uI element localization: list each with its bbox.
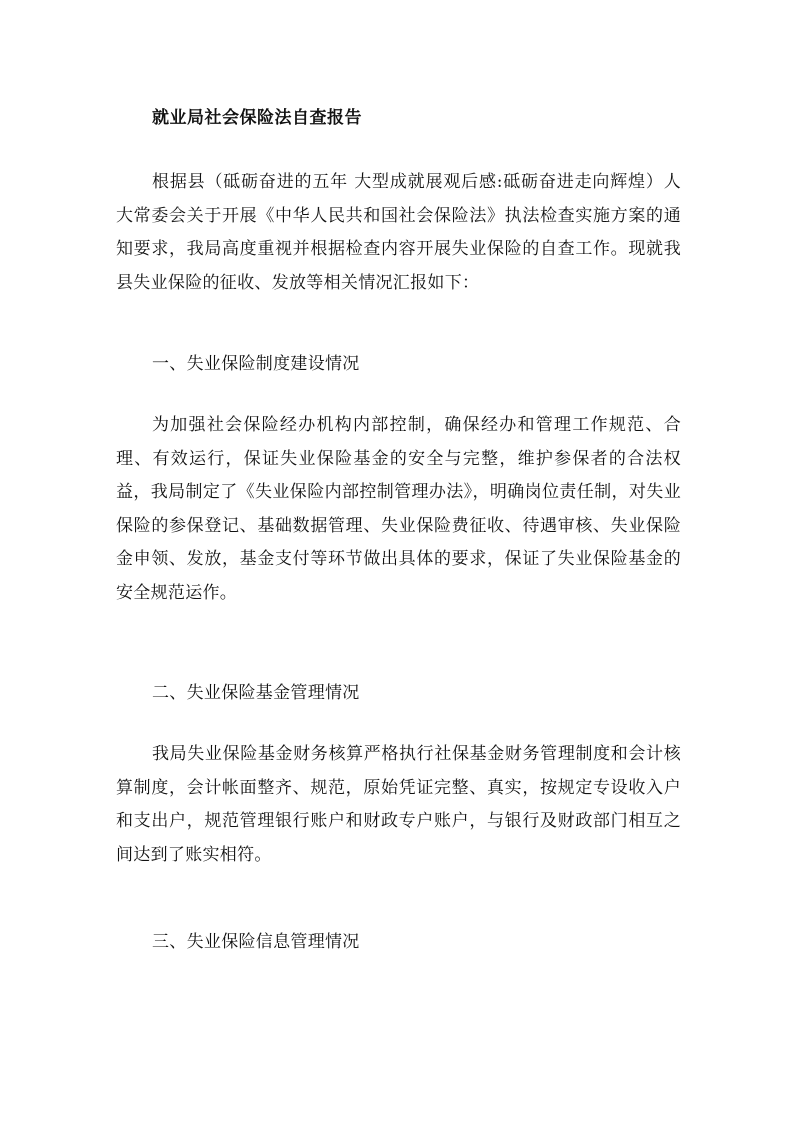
intro-paragraph: 根据县（砥砺奋进的五年 大型成就展观后感:砥砺奋进走向辉煌）人大常委会关于开展《中华人民共和国社会保险法》执法检查实施方案的通知要求，我局高度重视并根据检查内容开展失业保险的自查工作。现就我县失业保险的征收、发放等相关情况汇报如下： [116, 172, 681, 293]
section-heading-2: 二、失业保险基金管理情况 [152, 683, 360, 703]
section-body-2: 我局失业保险基金财务核算严格执行社保基金财务管理制度和会计核算制度，会计帐面整齐、规范，原始凭证完整、真实，按规定专设收入户和支出户，规范管理银行账户和财政专户账户，与银行及财政部门相互之间达到了账实相符。 [116, 744, 681, 865]
document-title: 就业局社会保险法自查报告 [152, 108, 362, 128]
section-heading-1: 一、失业保险制度建设情况 [152, 354, 360, 374]
section-heading-3: 三、失业保险信息管理情况 [152, 932, 360, 952]
section-body-1: 为加强社会保险经办机构内部控制，确保经办和管理工作规范、合理、有效运行，保证失业保险基金的安全与完整，维护参保者的合法权益，我局制定了《失业保险内部控制管理办法》，明确岗位责任制，对失业保险的参保登记、基础数据管理、失业保险费征收、待遇审核、失业保险金申领、发放，基金支付等环节做出具体的要求，保证了失业保险基金的安全规范运作。 [116, 415, 681, 603]
